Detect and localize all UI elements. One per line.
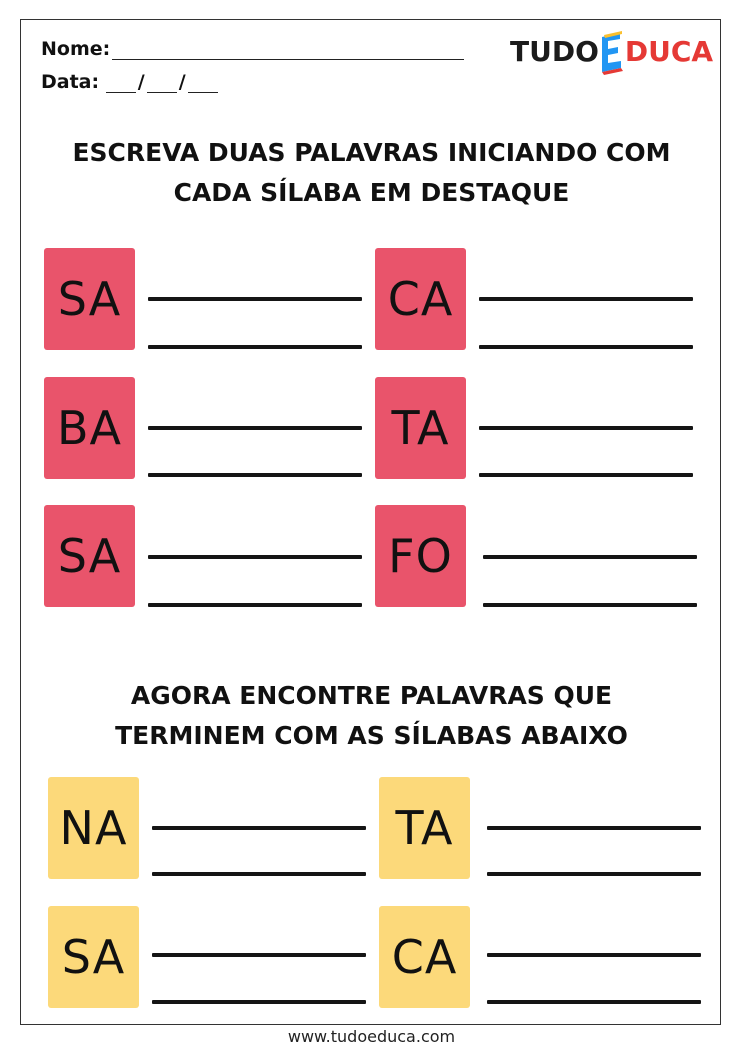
date-year-blank[interactable] xyxy=(188,76,218,93)
section1-title-line2: CADA SÍLABA EM DESTAQUE xyxy=(173,178,570,207)
answer-line[interactable] xyxy=(487,1000,701,1004)
syllable-tile: CA xyxy=(379,906,470,1008)
date-field[interactable] xyxy=(41,71,218,93)
section2-title-line2: TERMINEM COM AS SÍLABAS ABAIXO xyxy=(115,721,628,750)
date-month-blank[interactable] xyxy=(147,76,177,93)
syllable-tile: TA xyxy=(375,377,466,479)
date-slash: / xyxy=(178,71,186,93)
date-day-blank[interactable] xyxy=(106,76,136,93)
tudoeduca-logo xyxy=(510,28,713,76)
answer-line[interactable] xyxy=(479,297,693,301)
logo-text-duca: DUCA xyxy=(624,35,714,68)
syllable-tile: SA xyxy=(44,248,135,350)
answer-line[interactable] xyxy=(479,426,693,430)
answer-line[interactable] xyxy=(152,872,366,876)
date-slash: / xyxy=(137,71,145,93)
syllable-tile: SA xyxy=(48,906,139,1008)
syllable-tile: BA xyxy=(44,377,135,479)
answer-line[interactable] xyxy=(148,603,362,607)
date-label: Data: xyxy=(41,71,100,93)
answer-line[interactable] xyxy=(152,826,366,830)
syllable-tile: CA xyxy=(375,248,466,350)
section2-title-line1: AGORA ENCONTRE PALAVRAS QUE xyxy=(130,681,613,710)
answer-line[interactable] xyxy=(487,872,701,876)
answer-line[interactable] xyxy=(487,953,701,957)
book-e-icon xyxy=(599,31,625,75)
syllable-tile: NA xyxy=(48,777,139,879)
answer-line[interactable] xyxy=(483,555,697,559)
answer-line[interactable] xyxy=(152,953,366,957)
answer-line[interactable] xyxy=(148,297,362,301)
syllable-tile: TA xyxy=(379,777,470,879)
answer-line[interactable] xyxy=(148,426,362,430)
syllable-tile: FO xyxy=(375,505,466,607)
section1-title-line1: ESCREVA DUAS PALAVRAS INICIANDO COM xyxy=(72,138,671,167)
section1-title xyxy=(0,133,743,213)
answer-line[interactable] xyxy=(148,473,362,477)
answer-line[interactable] xyxy=(152,1000,366,1004)
logo-text-tudo: TUDO xyxy=(510,35,599,68)
answer-line[interactable] xyxy=(148,555,362,559)
section2-title xyxy=(0,676,743,756)
answer-line[interactable] xyxy=(148,345,362,349)
answer-line[interactable] xyxy=(483,603,697,607)
name-field[interactable] xyxy=(41,38,464,60)
syllable-tile: SA xyxy=(44,505,135,607)
footer-url: www.tudoeduca.com xyxy=(287,1027,456,1046)
name-label: Nome: xyxy=(41,38,111,60)
answer-line[interactable] xyxy=(487,826,701,830)
answer-line[interactable] xyxy=(479,473,693,477)
answer-line[interactable] xyxy=(479,345,693,349)
name-blank-line[interactable] xyxy=(112,41,464,60)
